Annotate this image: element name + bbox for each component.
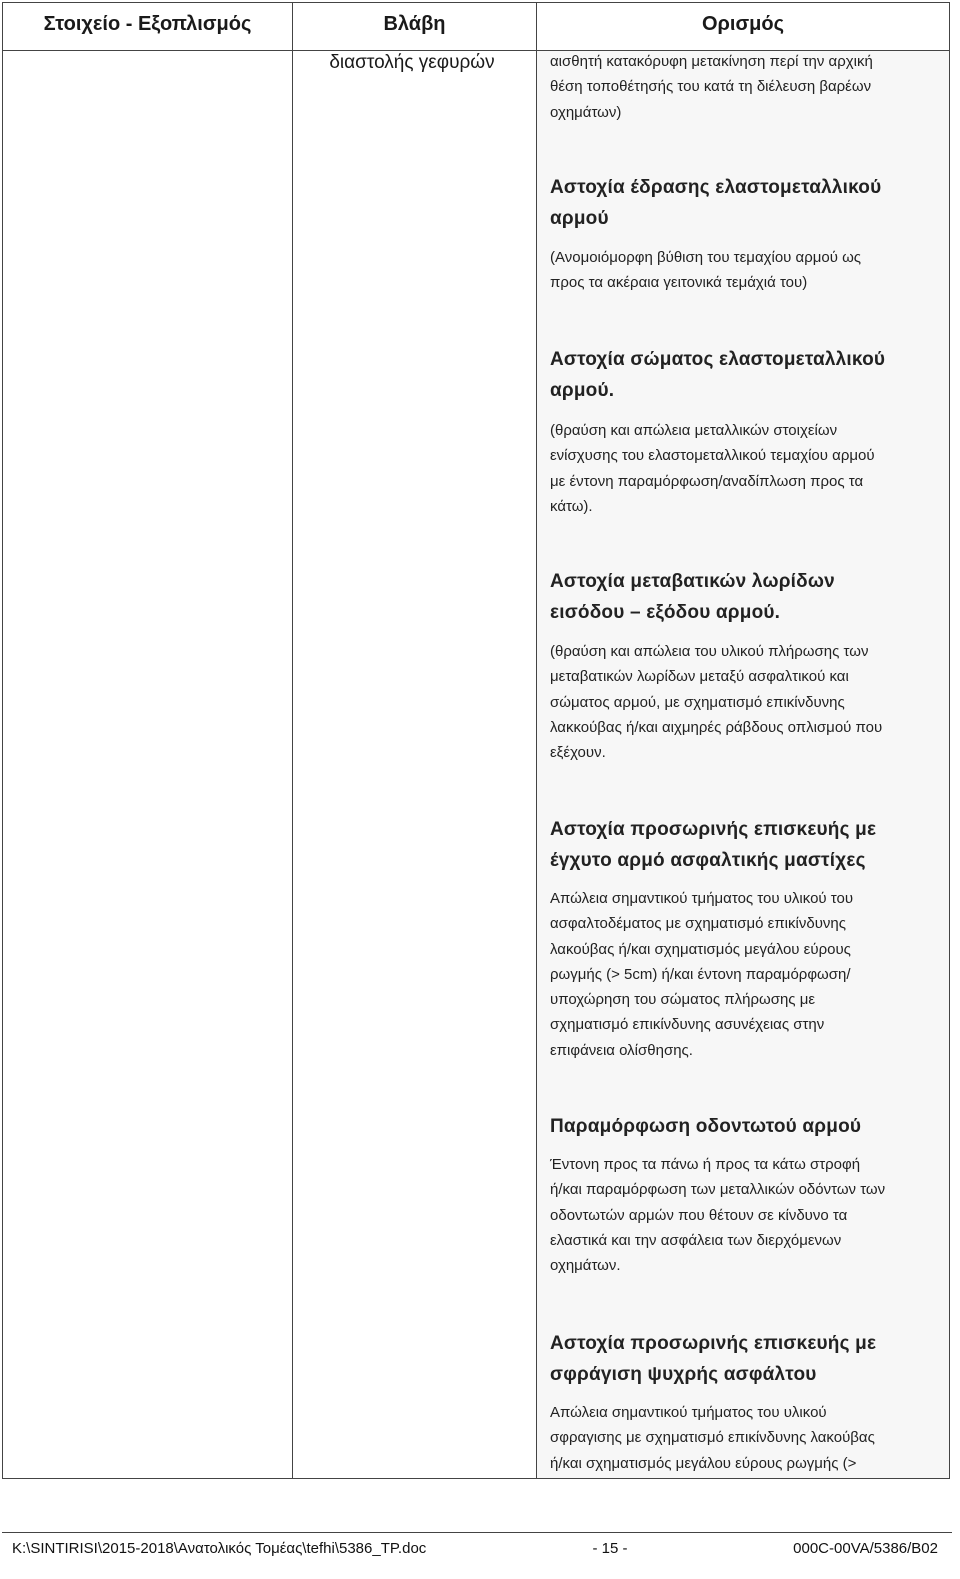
header-fault: Βλάβη — [383, 13, 446, 35]
definition-text: Έντονη προς τα πάνω ή προς τα κάτω στροφή ή/και παραμόρφωση των μεταλλικών οδόντων των οδοντωτών αρμών που θέτουν σε κίνδυνο τα ελαστικά και την ασφάλεια των διερχόμενων οχημάτων. — [550, 1156, 886, 1275]
fault-cell: διαστολής γεφυρών — [329, 52, 495, 73]
definition-title: Αστοχία προσωρινής επισκευής με έγχυτο αρμό ασφαλτικής μαστίχες — [550, 819, 877, 871]
header-equipment: Στοιχείο - Εξοπλισμός — [43, 13, 252, 35]
footer-divider — [2, 1532, 952, 1533]
definition-text: (θραύση και απώλεια του υλικού πλήρωσης των μεταβατικών λωρίδων μεταξύ ασφαλτικού και σώματος αρμού, με σχηματισμό επικίνδυνης λακκούβας ή/και αιχμηρές ράβδους οπλισμού που εξέχουν. — [550, 643, 883, 762]
definition-text: αισθητή κατακόρυφη μετακίνηση περί την αρχική θέση τοποθέτησής του κατά τη διέλευση βαρέων οχημάτων) — [550, 53, 873, 121]
column-fault — [293, 51, 536, 1478]
definition-title: Αστοχία προσωρινής επισκευής με σφράγιση ψυχρής ασφάλτου — [550, 1333, 877, 1385]
header-definition: Ορισμός — [701, 13, 785, 35]
definition-text: Απώλεια σημαντικού τμήματος του υλικού σφραγισης με σχηματισμό επικίνδυνης λακούβας ή/και σχηματισμός μεγάλου εύρους ρωγμής (> — [550, 1404, 875, 1472]
column-divider — [536, 3, 537, 1478]
page-number: - 15 - — [592, 1540, 628, 1557]
definition-text: (θραύση και απώλεια μεταλλικών στοιχείων ενίσχυσης του ελαστομεταλλικού τεμαχίου αρμού με έντονη παραμόρφωση/αναδίπλωση προς τα κάτω). — [550, 422, 875, 515]
column-divider — [292, 3, 293, 1478]
table-header — [3, 3, 949, 51]
definition-text: (Ανομοιόμορφη βύθιση του τεμαχίου αρμού ως προς τα ακέραια γειτονικά τεμάχιά του) — [550, 249, 862, 292]
footer-file-path: K:\SINTIRISI\2015-2018\Ανατολικός Τομέας\tefhi\5386_TP.doc — [12, 1540, 427, 1557]
definition-title: Παραμόρφωση οδοντωτού αρμού — [550, 1116, 862, 1137]
definition-title: Αστοχία σώματος ελαστομεταλλικού αρμού. — [550, 349, 886, 401]
document-code: 000C-00VA/5386/B02 — [793, 1540, 938, 1557]
column-equipment — [3, 51, 292, 1478]
definition-title: Αστοχία έδρασης ελαστομεταλλικού αρμού — [550, 177, 882, 229]
definition-title: Αστοχία μεταβατικών λωρίδων εισόδου – εξόδου αρμού. — [550, 571, 835, 623]
definition-text: Απώλεια σημαντικού τμήματος του υλικού του ασφαλτοδέματος με σχηματισμό επικίνδυνης λακούβας ή/και σχηματισμός μεγάλου εύρους ρωγμής (> 5cm) ή/και έντονη παραμόρφωση/ υποχώρηση του σώματος πλήρωσης με σχηματισμό επικίνδυνης ασυνέχειας στην επιφάνεια ολίσθησης. — [550, 890, 854, 1059]
